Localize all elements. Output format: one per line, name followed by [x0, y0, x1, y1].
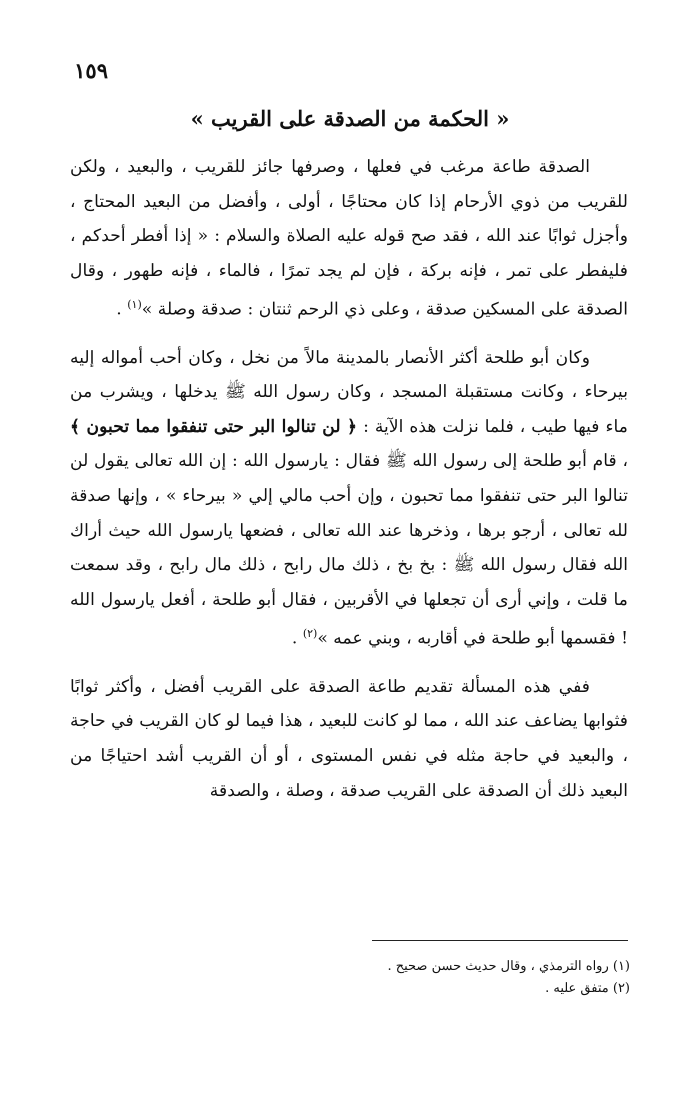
paragraph-text: وكان أبو طلحة أكثر الأنصار بالمدينة مالاً من نخل ، وكان أحب أمواله إليه بيرحاء ، وكانت مستقبلة المسجد ، وكان رسول الله ﷺ يدخلها ، ويشرب من ماء فيها طيب ، فلما نزلت هذه الآية :	[70, 347, 628, 437]
paragraph-text: الصدقة طاعة مرغب في فعلها ، وصرفها جائز للقريب ، والبعيد ، ولكن للقريب من ذوي الأرحام إذا كان محتاجًا ، أولى ، وأفضل من البعيد المحتاج ، وأجزل ثوابًا عند الله ، فقد صح قوله عليه الصلاة والسلام : « إذا أفطر أحدكم ، فليفطر على تمر ، فإنه بركة ، فإن لم يجد تمرًا ، فالماء ، فإنه طهور ، وقال الصدقة على المسكين صدقة ، وعلى ذي الرحم ثنتان : صدقة وصلة »	[70, 157, 628, 321]
footnote-2: (٢) متفق عليه .	[545, 981, 630, 996]
paragraph-2	[70, 341, 628, 657]
paragraph-text: ، قام أبو طلحة إلى رسول الله ﷺ فقال : يارسول الله : إن الله تعالى يقول لن تنالوا البر حتى تنفقوا مما تحبون ، وإن أحب مالي إلي « بيرحاء » ، وإنها صدقة لله تعالى ، أرجو برها ، وذخرها عند الله تعالى ، فضعها يارسول الله حيث أراك الله فقال رسول الله ﷺ : بخ بخ ، ذلك مال رابح ، ذلك مال رابح ، وقد سمعت ما قلت ، وإني أرى أن تجعلها في الأقربين ، فقال أبو طلحة ، أفعل يارسول الله ! فقسمها أبو طلحة في أقاربه ، وبني عمه »	[70, 451, 628, 650]
quran-verse: ﴿ لن تنالوا البر حتى تنفقوا مما تحبون ﴾	[70, 416, 358, 437]
footnote-ref: (١)	[127, 298, 142, 312]
body-text	[70, 150, 628, 821]
paragraph-3	[70, 670, 628, 808]
footnote-divider	[372, 940, 628, 941]
paragraph-text: .	[291, 629, 303, 650]
footnotes	[100, 956, 630, 1000]
paragraph-text: ففي هذه المسألة تقديم طاعة الصدقة على القريب أفضل ، وأكثر ثوابًا فثوابها يضاعف عند الله ، مما لو كانت للبعيد ، هذا فيما لو كان القريب في حاجة ، والبعيد في حاجة مثله في نفس المستوى ، أو أن القريب أشد احتياجًا من البعيد ذلك أن الصدقة على القريب صدقة ، وصلة ، والصدقة	[70, 676, 628, 801]
section-heading: « الحكمة من الصدقة على القريب »	[190, 106, 510, 131]
paragraph-1	[70, 150, 628, 328]
footnote-1: (١) رواه الترمذي ، وقال حديث حسن صحيح .	[387, 959, 630, 974]
page-number: ١٥٩	[74, 58, 108, 83]
paragraph-text: .	[116, 300, 128, 321]
footnote-ref: (٢)	[302, 627, 318, 641]
